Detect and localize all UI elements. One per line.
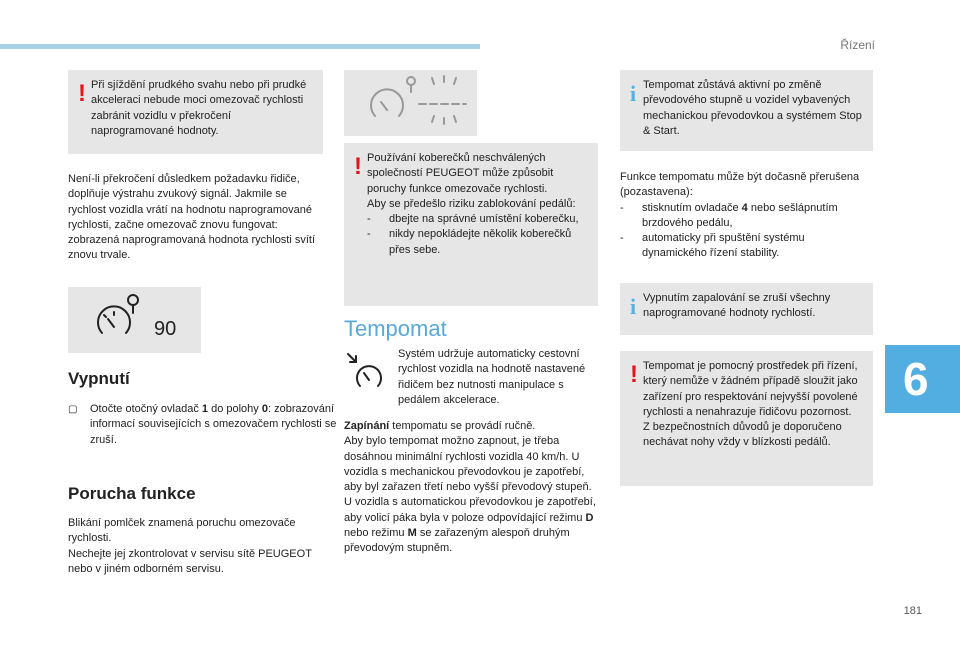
chapter-tab: 6: [885, 345, 960, 413]
warning-box-descent: [68, 70, 323, 154]
limiter-display-image: [68, 287, 201, 353]
limiter-display-value: 90: [154, 318, 177, 340]
info-icon: i: [630, 81, 637, 106]
list-item: - dbejte na správné umístění koberečku,: [367, 212, 592, 227]
warning-icon: !: [78, 80, 86, 107]
heading-switch-off: Vypnutí: [68, 369, 130, 388]
heading-malfunction: Porucha funkce: [68, 484, 196, 503]
tempomat-title: Tempomat: [344, 316, 447, 341]
bullet-icon: ▢: [68, 404, 78, 415]
cruise-control-gauge-icon: [346, 352, 386, 388]
tempomat-intro: Systém udržuje automaticky cestovní rychlost vozidla na hodnotě nastavené řidičem bez nutnosti manipulace s pedálem akcelerace.: [398, 348, 586, 406]
switch-off-instruction: ▢ Otočte otočný ovladač 1 do polohy 0: zobrazování informací souvisejících s omezovačem rychlosti se zruší.: [68, 403, 337, 446]
interruption-paragraph: Funkce tempomatu může být dočasně přerušena (pozastavena): - stisknutím ovladače 4 nebo sešlápnutím brzdového pedálu, - automaticky při spuštění systému dynamického řízení stability.: [620, 170, 872, 262]
interruption-list: [620, 201, 872, 262]
info-box-stop-start: [620, 70, 873, 151]
page-number: 181: [903, 605, 922, 617]
warning-box-tempomat: [620, 351, 873, 486]
warning-box-floor-mats: [344, 143, 598, 306]
info-box-ignition: [620, 283, 873, 335]
top-bar: [0, 44, 480, 49]
warning-text: Při sjíždění prudkého svahu nebo při prudké akceleraci nebude moci omezovač rychlosti zabránit vozidlu v překročení naprogramované hodnoty.: [91, 79, 307, 137]
overspeed-paragraph: Není-li překročení důsledkem požadavku řidiče, doplňuje výstrahu zvukový signál. Jakmile se rychlost vozidla vrátí na hodnotu naprogramované rychlosti, začne omezovač znovu fungovat: zobrazená naprogramovaná hodnota rychlosti svítí znovu trvale.: [68, 173, 316, 262]
list-item: - stisknutím ovladače 4 nebo sešlápnutím brzdového pedálu,: [620, 201, 872, 232]
blinking-dashes-icon: [344, 70, 477, 136]
section-title: Řízení: [840, 38, 875, 52]
info-text: Tempomat zůstává aktivní po změně převodového stupně u vozidel vybavených mechanickou převodovkou a systémem Stop & Start.: [643, 79, 862, 137]
tempomat-warning-text: Tempomat je pomocný prostředek při řízení, který nemůže v žádném případě sloužit jako zařízení pro respektování nejvyšší povolené rychlosti a nenahrazuje řidičovu pozornost. Z bezpečnostních důvodů je doporučeno nechávat nohy vždy v blízkosti pedálů.: [643, 360, 858, 449]
blinking-dashes-image: [344, 70, 477, 136]
tempomat-activation: Zapínání tempomatu se provádí ručně. Aby bylo tempomat možno zapnout, je třeba dosáhnou minimální rychlosti vozidla 40 km/h. U vozidla s mechanickou převodovkou je zapotřebí, aby byl zařazen třetí nebo vyšší převodový stupeň. U vozidla s automatickou převodovkou je zapotřebí, aby volicí páka byla v poloze odpovídající režimu D nebo režimu M se zařazeným alespoň druhým převodovým stupněm.: [344, 420, 596, 555]
list-item: - automaticky při spuštění systému dynamického řízení stability.: [620, 231, 872, 262]
warning-icon: !: [354, 153, 362, 180]
info-icon: i: [630, 294, 637, 319]
malfunction-paragraph: Blikání pomlček znamená poruchu omezovače rychlosti. Nechejte jej zkontrolovat v servisu sítě PEUGEOT nebo v jiném odborném servisu.: [68, 517, 312, 575]
info-text: Vypnutím zapalování se zruší všechny naprogramované hodnoty rychlostí.: [643, 292, 831, 320]
speed-limiter-gauge-icon: [68, 287, 201, 353]
list-item: - nikdy nepokládejte několik koberečků přes sebe.: [367, 227, 592, 258]
floor-mats-list: [367, 212, 592, 258]
floor-mats-warning-text: Používání koberečků neschválených společností PEUGEOT může způsobit poruchy funkce omezovače rychlosti. Aby se předešlo riziku zablokování pedálů: - dbejte na správné umístění koberečku, - nikdy nepokládejte několik koberečků přes sebe.: [367, 151, 592, 258]
warning-icon: !: [630, 361, 638, 388]
